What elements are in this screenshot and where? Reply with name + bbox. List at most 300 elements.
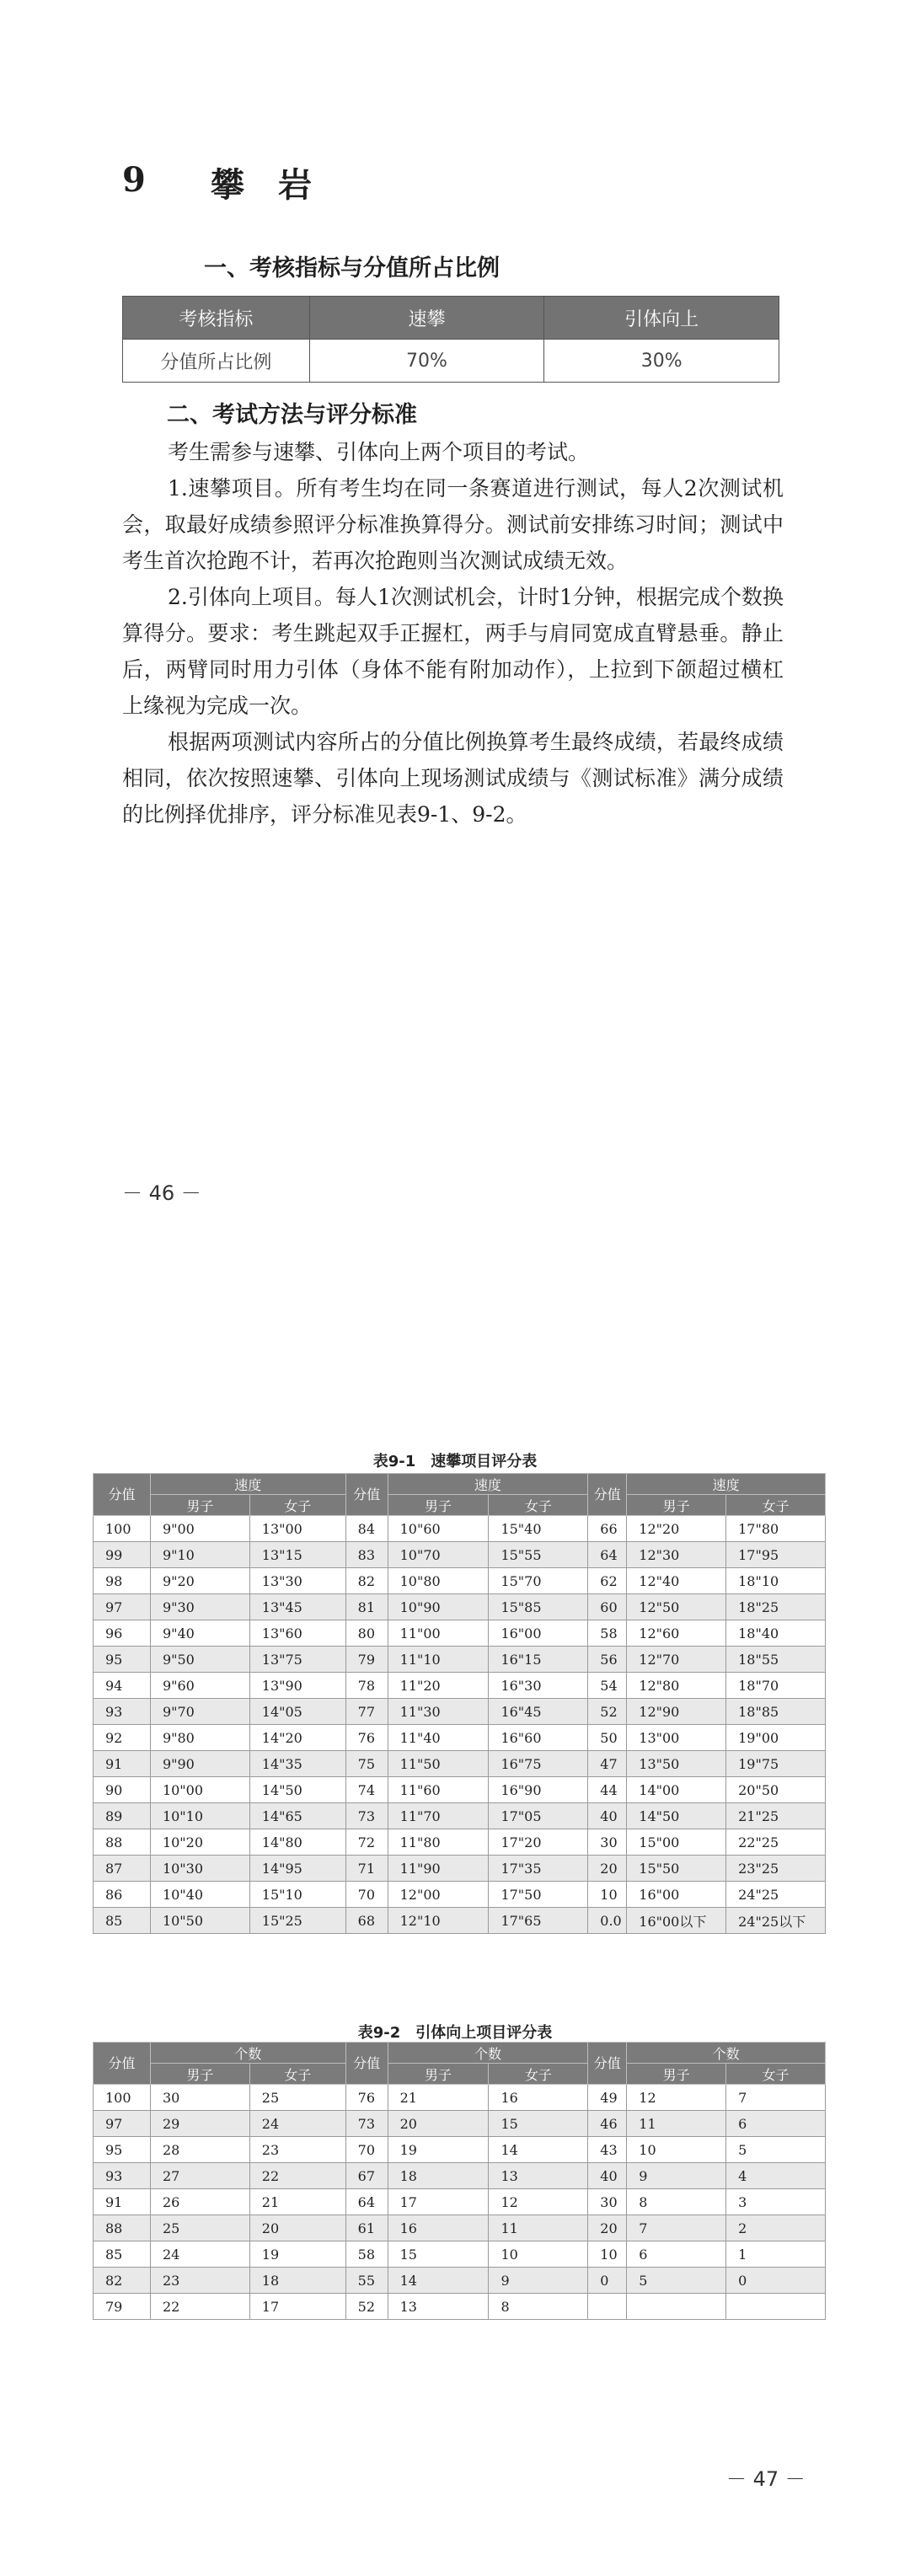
table-row [94, 2137, 826, 2163]
table-cell: 10"30 [150, 1856, 249, 1882]
score-column-header: 分值 [588, 1474, 627, 1516]
table-cell: 13 [489, 2163, 588, 2189]
table-row [94, 1673, 826, 1699]
table-cell: 13"50 [627, 1751, 726, 1777]
table-cell: 49 [588, 2085, 627, 2111]
table-cell: 93 [94, 1699, 151, 1725]
table-cell: 66 [588, 1516, 627, 1542]
table-cell: 30 [150, 2085, 249, 2111]
table-cell: 93 [94, 2163, 151, 2189]
table-cell [627, 2294, 726, 2320]
female-column-header: 女子 [726, 2064, 826, 2085]
table-cell: 58 [345, 2241, 388, 2268]
table-cell: 10 [489, 2241, 588, 2268]
table-cell: 40 [588, 1803, 627, 1829]
table-cell: 18"40 [726, 1620, 826, 1647]
table-row [94, 1542, 826, 1568]
table-cell: 89 [94, 1803, 151, 1829]
weight-header-cell: 考核指标 [123, 297, 310, 340]
table-cell: 12 [489, 2189, 588, 2215]
body-text [122, 434, 784, 833]
table-cell: 86 [94, 1882, 151, 1908]
table-row [94, 1699, 826, 1725]
table-cell: 9"80 [150, 1725, 249, 1751]
table-row [94, 1725, 826, 1751]
table-cell: 62 [588, 1568, 627, 1594]
table-cell: 13"30 [249, 1568, 345, 1594]
table-cell: 21 [249, 2189, 345, 2215]
table-cell: 47 [588, 1751, 627, 1777]
table-cell: 9 [489, 2268, 588, 2294]
table-caption: 表9-2 引体向上项目评分表 [357, 2024, 553, 2042]
paragraph: 1.速攀项目。所有考生均在同一条赛道进行测试，每人2次测试机会，取最好成绩参照评分标准换算得分。测试前安排练习时间；测试中考生首次抢跑不计，若再次抢跑则当次测试成绩无效。 [122, 476, 784, 573]
table-cell: 60 [588, 1594, 627, 1620]
group-header: 速度 [150, 1474, 345, 1495]
table-row [94, 1777, 826, 1803]
table-cell: 14"50 [249, 1777, 345, 1803]
table-row [94, 1620, 826, 1647]
table-cell: 20 [588, 2215, 627, 2241]
table-row [94, 1568, 826, 1594]
table-cell: 16"45 [489, 1699, 588, 1725]
table-cell: 7 [726, 2085, 826, 2111]
table-cell: 10 [627, 2137, 726, 2163]
table-cell: 1 [726, 2241, 826, 2268]
section1-heading: 一、考核指标与分值所占比例 [204, 255, 500, 281]
score-column-header: 分值 [345, 1474, 388, 1516]
female-column-header: 女子 [726, 1495, 826, 1516]
table-cell: 19 [388, 2137, 489, 2163]
table-cell: 16"15 [489, 1647, 588, 1673]
table-cell: 11"10 [388, 1647, 489, 1673]
table-cell: 17"65 [489, 1908, 588, 1934]
table-cell: 14"35 [249, 1751, 345, 1777]
score-column-header: 分值 [588, 2043, 627, 2085]
table-cell: 16"90 [489, 1777, 588, 1803]
table-cell: 91 [94, 1751, 151, 1777]
table-cell: 96 [94, 1620, 151, 1647]
table-row [94, 2241, 826, 2268]
table-cell: 9"30 [150, 1594, 249, 1620]
table-cell: 94 [94, 1673, 151, 1699]
table-cell: 15"00 [627, 1829, 726, 1856]
table-cell: 75 [345, 1751, 388, 1777]
table-cell: 20 [388, 2111, 489, 2137]
table-cell: 8 [489, 2294, 588, 2320]
table-cell: 5 [627, 2268, 726, 2294]
table-caption: 表9-1 速攀项目评分表 [372, 1453, 538, 1470]
table-cell: 70 [345, 2137, 388, 2163]
table-cell: 16"00 [489, 1620, 588, 1647]
table-cell: 26 [150, 2189, 249, 2215]
table-cell: 55 [345, 2268, 388, 2294]
table-cell: 9"40 [150, 1620, 249, 1647]
table-cell: 9"20 [150, 1568, 249, 1594]
speed-score-table [93, 1473, 826, 1934]
female-column-header: 女子 [489, 2064, 588, 2085]
table-cell: 9"70 [150, 1699, 249, 1725]
table-cell: 30 [588, 1829, 627, 1856]
female-column-header: 女子 [249, 2064, 345, 2085]
table-cell: 67 [345, 2163, 388, 2189]
table-cell: 97 [94, 1594, 151, 1620]
table-cell: 16"30 [489, 1673, 588, 1699]
group-header: 个数 [388, 2043, 588, 2064]
score-column-header: 分值 [94, 2043, 151, 2085]
table-cell: 78 [345, 1673, 388, 1699]
weight-table-header [123, 297, 779, 340]
table-cell: 11"90 [388, 1856, 489, 1882]
table-cell: 12"00 [388, 1882, 489, 1908]
table-cell: 2 [726, 2215, 826, 2241]
table-cell: 11"50 [388, 1751, 489, 1777]
table-cell: 14 [489, 2137, 588, 2163]
table-cell: 19"75 [726, 1751, 826, 1777]
table-cell: 16"75 [489, 1751, 588, 1777]
table-cell: 10"70 [388, 1542, 489, 1568]
table-cell: 15"85 [489, 1594, 588, 1620]
table-cell: 23 [150, 2268, 249, 2294]
table-cell: 99 [94, 1542, 151, 1568]
table-row [94, 2215, 826, 2241]
table-row [94, 2163, 826, 2189]
table-cell: 11 [627, 2111, 726, 2137]
table-cell: 13"75 [249, 1647, 345, 1673]
table-cell: 100 [94, 2085, 151, 2111]
table-cell: 16"00 [627, 1882, 726, 1908]
table-cell: 9"10 [150, 1542, 249, 1568]
weight-table-row [123, 340, 779, 383]
table-cell: 8 [627, 2189, 726, 2215]
table-cell: 15"10 [249, 1882, 345, 1908]
table-cell: 17"20 [489, 1829, 588, 1856]
table-cell: 12 [627, 2085, 726, 2111]
table-cell: 12"90 [627, 1699, 726, 1725]
table-cell: 6 [627, 2241, 726, 2268]
table-cell: 11"60 [388, 1777, 489, 1803]
table-cell: 9"00 [150, 1516, 249, 1542]
male-column-header: 男子 [627, 2064, 726, 2085]
table-cell [588, 2294, 627, 2320]
table-cell: 74 [345, 1777, 388, 1803]
male-column-header: 男子 [388, 2064, 489, 2085]
table-cell: 24 [249, 2111, 345, 2137]
table-cell: 14"95 [249, 1856, 345, 1882]
table-cell: 0.0 [588, 1908, 627, 1934]
table-cell: 13 [388, 2294, 489, 2320]
table-cell: 12"40 [627, 1568, 726, 1594]
table-cell: 9"50 [150, 1647, 249, 1673]
table-row [94, 1829, 826, 1856]
score-column-header: 分值 [94, 1474, 151, 1516]
table-row [94, 1882, 826, 1908]
table-cell: 18"55 [726, 1647, 826, 1673]
table-cell: 3 [726, 2189, 826, 2215]
table-cell: 56 [588, 1647, 627, 1673]
table-cell: 14"05 [249, 1699, 345, 1725]
table-cell: 70 [345, 1882, 388, 1908]
table-cell: 22 [150, 2294, 249, 2320]
table-cell: 16"60 [489, 1725, 588, 1751]
table-cell: 11 [489, 2215, 588, 2241]
table-cell: 14"65 [249, 1803, 345, 1829]
table-cell: 40 [588, 2163, 627, 2189]
table-cell: 12"70 [627, 1647, 726, 1673]
table-cell: 52 [345, 2294, 388, 2320]
female-column-header: 女子 [249, 1495, 345, 1516]
table-cell: 18 [249, 2268, 345, 2294]
table-cell: 12"30 [627, 1542, 726, 1568]
table-cell: 25 [150, 2215, 249, 2241]
table-cell: 20"50 [726, 1777, 826, 1803]
table-cell: 23 [249, 2137, 345, 2163]
table-cell: 95 [94, 2137, 151, 2163]
table-cell: 82 [345, 1568, 388, 1594]
header-row [94, 2064, 826, 2085]
table-cell: 18"10 [726, 1568, 826, 1594]
male-column-header: 男子 [388, 1495, 489, 1516]
table-cell: 20 [249, 2215, 345, 2241]
table-cell: 17 [249, 2294, 345, 2320]
table-cell: 16 [388, 2215, 489, 2241]
table-row [94, 1751, 826, 1777]
table-cell: 15"25 [249, 1908, 345, 1934]
table-cell: 17 [388, 2189, 489, 2215]
table-row [94, 2294, 826, 2320]
table-cell: 29 [150, 2111, 249, 2137]
table-row [94, 2189, 826, 2215]
table-cell: 18 [388, 2163, 489, 2189]
table-cell: 27 [150, 2163, 249, 2189]
table-cell: 90 [94, 1777, 151, 1803]
table-cell: 92 [94, 1725, 151, 1751]
table-cell: 24"25 [726, 1882, 826, 1908]
table-cell: 12"20 [627, 1516, 726, 1542]
table-cell: 91 [94, 2189, 151, 2215]
table-cell: 16"00以下 [627, 1908, 726, 1934]
male-column-header: 男子 [150, 2064, 249, 2085]
table-cell: 52 [588, 1699, 627, 1725]
table-cell: 14 [388, 2268, 489, 2294]
male-column-header: 男子 [150, 1495, 249, 1516]
table-cell: 11"30 [388, 1699, 489, 1725]
table-cell: 82 [94, 2268, 151, 2294]
table-cell: 12"50 [627, 1594, 726, 1620]
table-cell: 13"45 [249, 1594, 345, 1620]
table-cell: 11"80 [388, 1829, 489, 1856]
table-cell [726, 2294, 826, 2320]
table-cell: 20 [588, 1856, 627, 1882]
table-cell: 5 [726, 2137, 826, 2163]
table-cell: 10"10 [150, 1803, 249, 1829]
table-cell: 85 [94, 1908, 151, 1934]
table-cell: 22"25 [726, 1829, 826, 1856]
table-cell: 17"95 [726, 1542, 826, 1568]
table-row [94, 1856, 826, 1882]
table-cell: 25 [249, 2085, 345, 2111]
table-cell: 0 [726, 2268, 826, 2294]
table-row [94, 1594, 826, 1620]
table-cell: 17"50 [489, 1882, 588, 1908]
table-cell: 64 [345, 2189, 388, 2215]
table-cell: 18"25 [726, 1594, 826, 1620]
weight-table [122, 296, 779, 383]
group-header: 个数 [150, 2043, 345, 2064]
table-cell: 76 [345, 1725, 388, 1751]
score-column-header: 分值 [345, 2043, 388, 2085]
table-cell: 12"10 [388, 1908, 489, 1934]
table-cell: 9"60 [150, 1673, 249, 1699]
table-cell: 88 [94, 1829, 151, 1856]
table-cell: 14"00 [627, 1777, 726, 1803]
weight-cell: 分值所占比例 [123, 340, 310, 383]
table-cell: 10 [588, 2241, 627, 2268]
table-cell: 72 [345, 1829, 388, 1856]
table-cell: 12"80 [627, 1673, 726, 1699]
weight-header-cell: 引体向上 [544, 297, 779, 340]
table-cell: 10"50 [150, 1908, 249, 1934]
table-cell: 17"35 [489, 1856, 588, 1882]
page-number: － 47 － [726, 2467, 806, 2491]
table-cell: 14"80 [249, 1829, 345, 1856]
table-cell: 11"70 [388, 1803, 489, 1829]
table-row [94, 1647, 826, 1673]
table-cell: 85 [94, 2241, 151, 2268]
table-row [94, 1516, 826, 1542]
table-cell: 10"20 [150, 1829, 249, 1856]
table-cell: 30 [588, 2189, 627, 2215]
table-cell: 9 [627, 2163, 726, 2189]
table-cell: 71 [345, 1856, 388, 1882]
table-cell: 11"20 [388, 1673, 489, 1699]
table-cell: 73 [345, 2111, 388, 2137]
table-cell: 15"70 [489, 1568, 588, 1594]
table-cell: 100 [94, 1516, 151, 1542]
header-row [94, 1474, 826, 1495]
table-cell: 10"00 [150, 1777, 249, 1803]
table-cell: 95 [94, 1647, 151, 1673]
weight-header-cell: 速攀 [309, 297, 544, 340]
table-cell: 73 [345, 1803, 388, 1829]
table-cell: 23"25 [726, 1856, 826, 1882]
table-cell: 97 [94, 2111, 151, 2137]
table-cell: 54 [588, 1673, 627, 1699]
table-cell: 58 [588, 1620, 627, 1647]
table-cell: 44 [588, 1777, 627, 1803]
table-cell: 10"60 [388, 1516, 489, 1542]
table-cell: 83 [345, 1542, 388, 1568]
header-row [94, 1495, 826, 1516]
table-cell: 14"20 [249, 1725, 345, 1751]
table-cell: 24 [150, 2241, 249, 2268]
table-cell: 24"25以下 [726, 1908, 826, 1934]
table-cell: 12"60 [627, 1620, 726, 1647]
table-row [94, 1908, 826, 1934]
table-cell: 50 [588, 1725, 627, 1751]
table-cell: 13"00 [627, 1725, 726, 1751]
table-cell: 13"60 [249, 1620, 345, 1647]
group-header: 个数 [627, 2043, 826, 2064]
table-cell: 15"40 [489, 1516, 588, 1542]
weight-cell: 70% [309, 340, 544, 383]
group-header: 速度 [388, 1474, 588, 1495]
table-row [94, 2085, 826, 2111]
table-cell: 68 [345, 1908, 388, 1934]
table-cell: 76 [345, 2085, 388, 2111]
table-cell: 14"50 [627, 1803, 726, 1829]
table-row [94, 2268, 826, 2294]
table-cell: 21 [388, 2085, 489, 2111]
table-cell: 10"40 [150, 1882, 249, 1908]
table-cell: 84 [345, 1516, 388, 1542]
table-cell: 17"05 [489, 1803, 588, 1829]
table-cell: 46 [588, 2111, 627, 2137]
group-header: 速度 [627, 1474, 826, 1495]
table-cell: 79 [94, 2294, 151, 2320]
table-cell: 43 [588, 2137, 627, 2163]
table-cell: 15"55 [489, 1542, 588, 1568]
paragraph: 考生需参与速攀、引体向上两个项目的考试。 [168, 440, 590, 464]
table-cell: 64 [588, 1542, 627, 1568]
table-cell: 98 [94, 1568, 151, 1594]
table-cell: 15 [489, 2111, 588, 2137]
table-cell: 17"80 [726, 1516, 826, 1542]
table-cell: 80 [345, 1620, 388, 1647]
male-column-header: 男子 [627, 1495, 726, 1516]
table-cell: 13"15 [249, 1542, 345, 1568]
table-cell: 13"00 [249, 1516, 345, 1542]
table-cell: 21"25 [726, 1803, 826, 1829]
table-cell: 11"00 [388, 1620, 489, 1647]
table-row [94, 1803, 826, 1829]
table-cell: 10"80 [388, 1568, 489, 1594]
table-cell: 7 [627, 2215, 726, 2241]
page-number: － 46 － [122, 1181, 201, 1205]
table-cell: 19 [249, 2241, 345, 2268]
table-cell: 16 [489, 2085, 588, 2111]
table-cell: 81 [345, 1594, 388, 1620]
table-cell: 4 [726, 2163, 826, 2189]
table-cell: 15 [388, 2241, 489, 2268]
header-row [94, 2043, 826, 2064]
table-cell: 79 [345, 1647, 388, 1673]
female-column-header: 女子 [489, 1495, 588, 1516]
table-cell: 77 [345, 1699, 388, 1725]
table-cell: 88 [94, 2215, 151, 2241]
table-cell: 10 [588, 1882, 627, 1908]
paragraph: 2.引体向上项目。每人1次测试机会，计时1分钟，根据完成个数换算得分。要求：考生跳起双手正握杠，两手与肩同宽成直臂悬垂。静止后，两臂同时用力引体（身体不能有附加动作），上拉到下颌超过横杠上缘视为完成一次。 [122, 585, 784, 718]
table-cell: 19"00 [726, 1725, 826, 1751]
table-cell: 18"70 [726, 1673, 826, 1699]
table-cell: 6 [726, 2111, 826, 2137]
table-cell: 15"50 [627, 1856, 726, 1882]
section2-heading: 二、考试方法与评分标准 [167, 402, 417, 428]
table-row [94, 2111, 826, 2137]
table-cell: 9"90 [150, 1751, 249, 1777]
chapter-title: 攀岩 [211, 166, 345, 205]
table-cell: 87 [94, 1856, 151, 1882]
chapter-number: 9 [122, 160, 146, 200]
pullup-score-table [93, 2042, 826, 2320]
table-cell: 11"40 [388, 1725, 489, 1751]
table-cell: 18"85 [726, 1699, 826, 1725]
table-cell: 13"90 [249, 1673, 345, 1699]
weight-cell: 30% [544, 340, 779, 383]
table-cell: 61 [345, 2215, 388, 2241]
table-cell: 28 [150, 2137, 249, 2163]
paragraph: 根据两项测试内容所占的分值比例换算考生最终成绩，若最终成绩相同，依次按照速攀、引体向上现场测试成绩与《测试标准》满分成绩的比例择优排序，评分标准见表9-1、9-2。 [122, 730, 784, 827]
table-cell: 10"90 [388, 1594, 489, 1620]
